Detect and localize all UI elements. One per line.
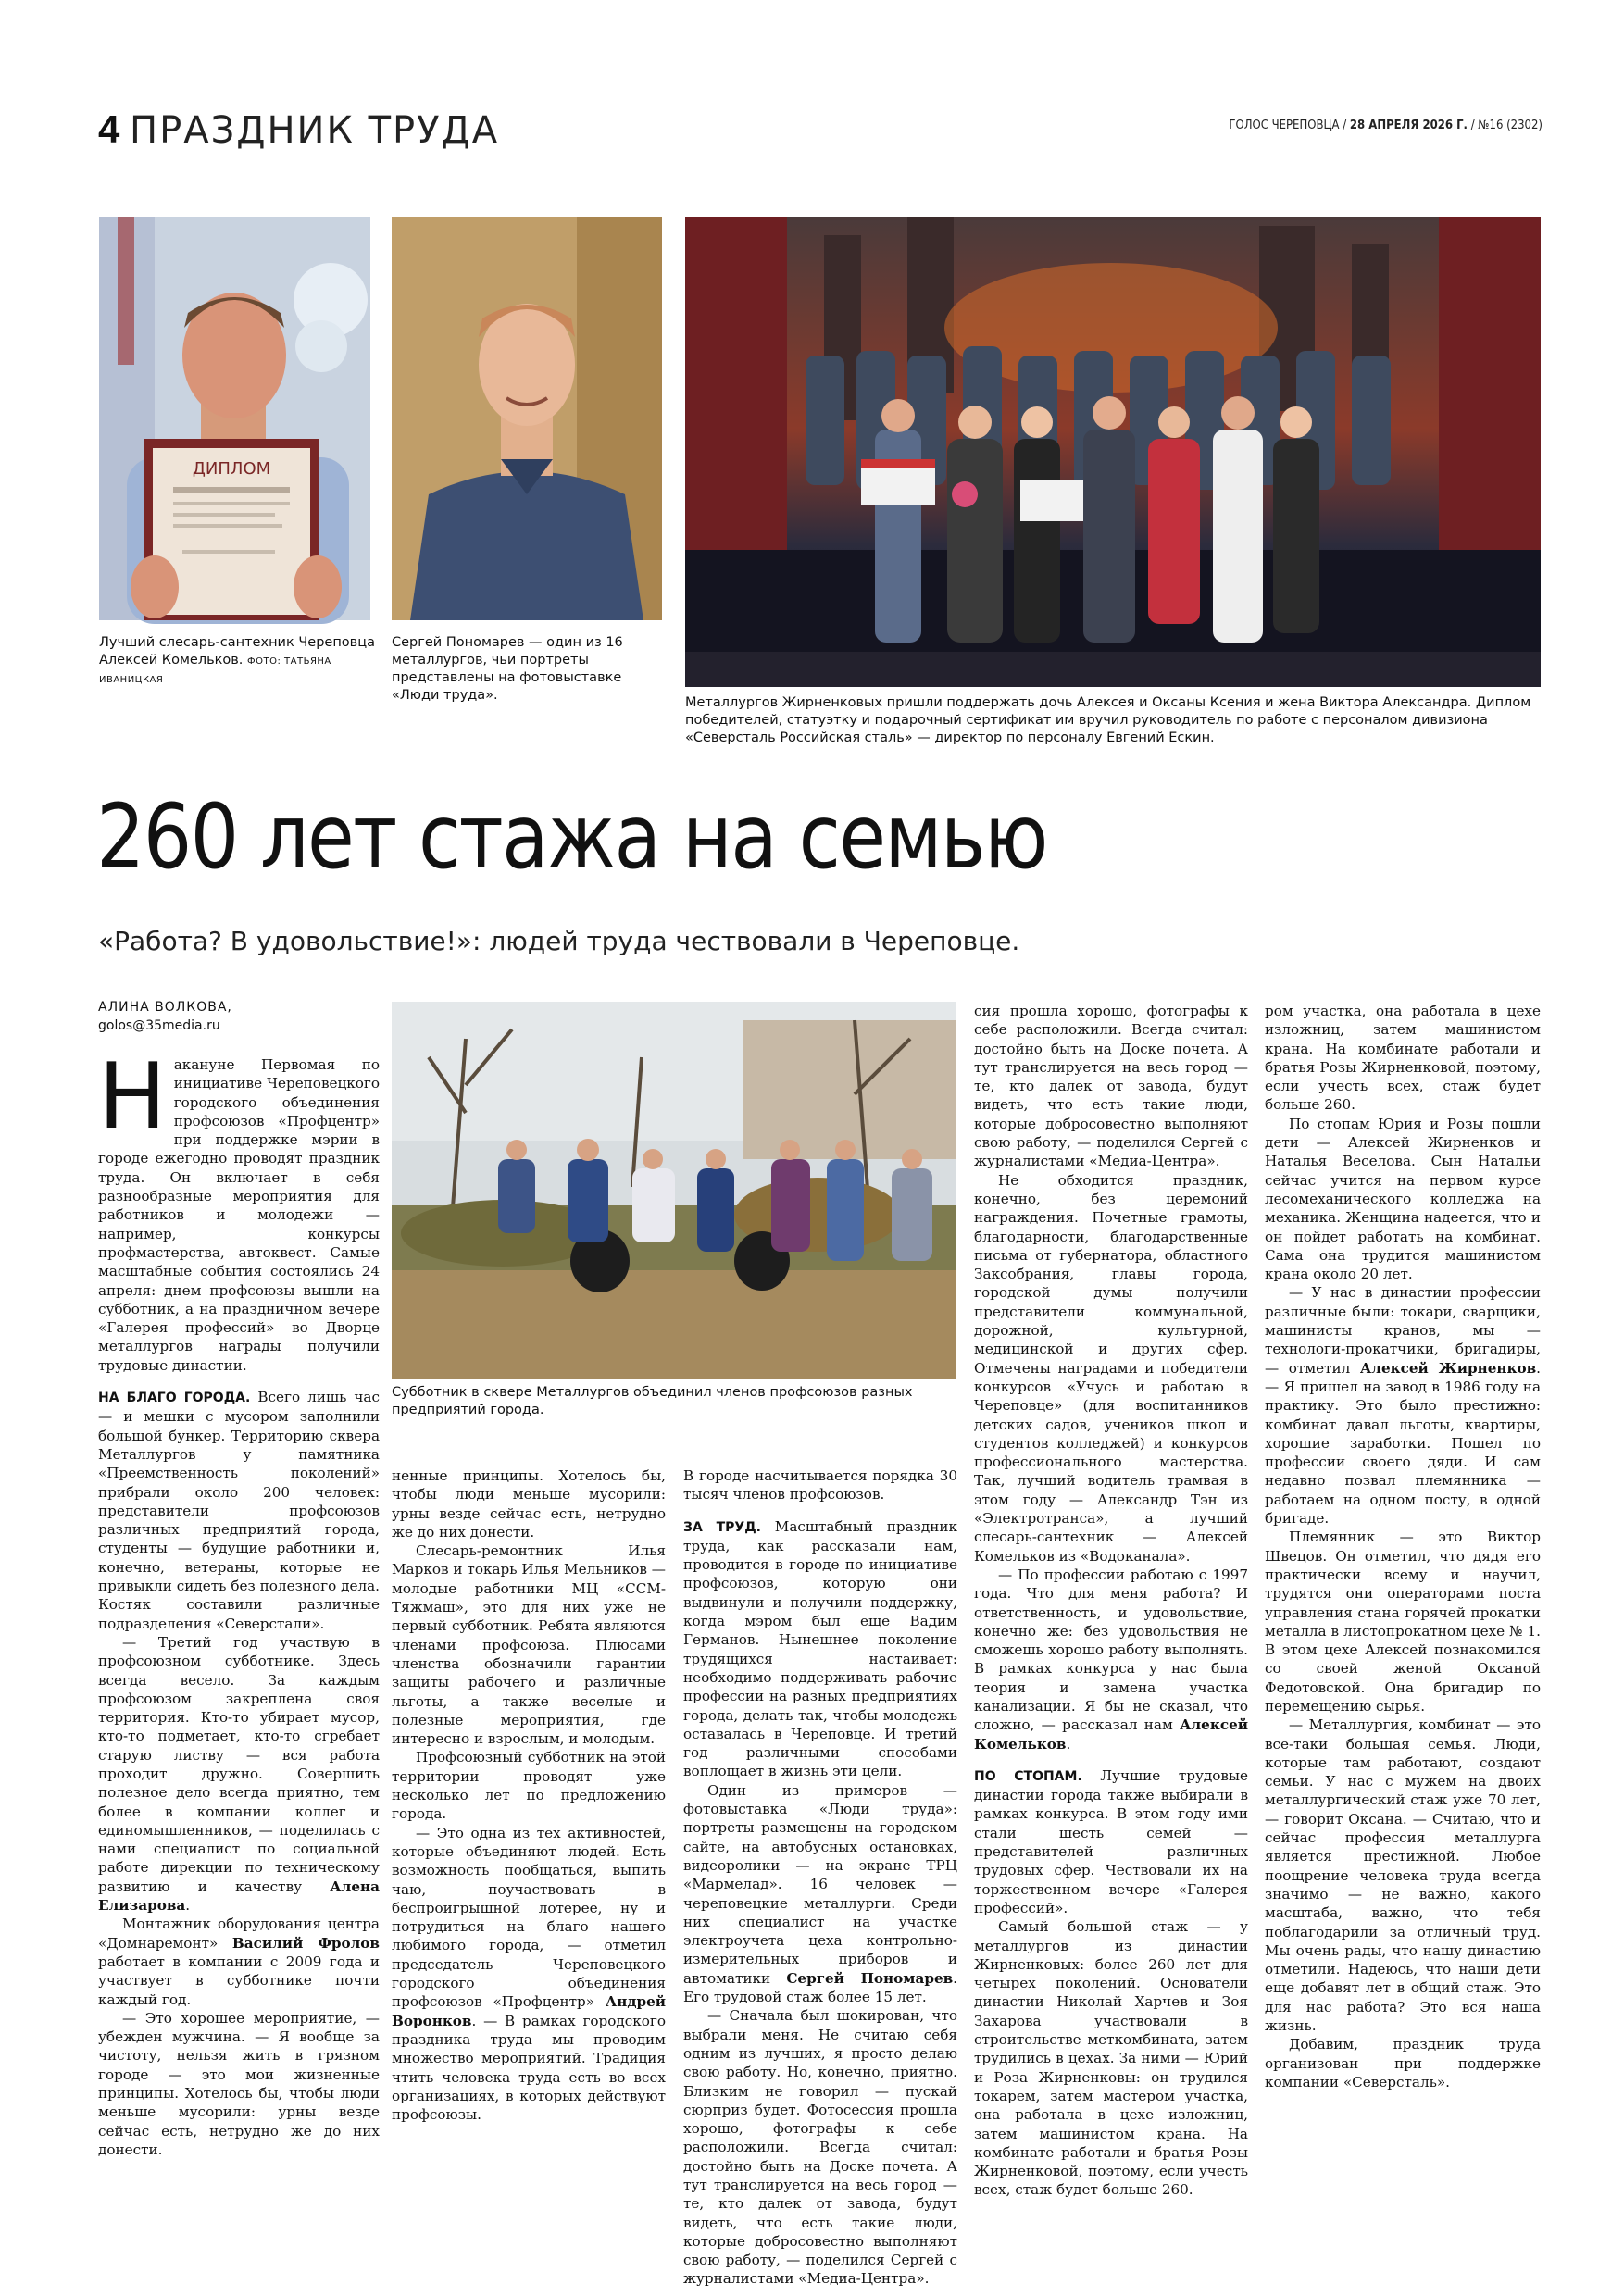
paragraph: ПО СТОПАМ. Лучшие трудовые династии города также выбирали в рамках конкурса. В этом году ими стали шесть семей — представителей различных трудовых сфер. Чествовали их на торжественном вечере «Галерея профессий». — [974, 1766, 1248, 1916]
paragraph: Племянник — это Виктор Швецов. Он отметил, что дядя его практически всему и научил, трудятся они операторами поста управления стана горячей прокатки металла в листопрокатном цехе № 1. В этом цехе Алексей познакомился со своей женой Оксаной Федотовской. Она бригадир по перемещению сырья. — [1265, 1529, 1541, 1715]
photo-komelkov-image — [99, 217, 370, 620]
issue-number: / №16 (2302) — [1467, 119, 1543, 132]
article-column-2 — [392, 1466, 666, 2170]
paragraph: Один из примеров — фотовыставка «Люди труда»: портреты размещены на городском сайте, на автобусных остановках, видеоролики — на экране ТРЦ «Мармелад». 16 человек — череповецкие металлурги. Среди них специалист на участке электроучета цеха контрольно-измерительных приборов и автоматики Сергей Пономарев. Его трудовой стаж более 15 лет. — [683, 1781, 957, 2006]
photo-stage-image — [685, 217, 1541, 687]
photo-stage-award — [685, 217, 1541, 687]
person-name: Василий Фролов — [231, 1934, 380, 1952]
photo-komelkov — [99, 217, 370, 620]
dropcap: Н — [98, 1044, 167, 1150]
author-email[interactable]: golos@35media.ru — [98, 1018, 220, 1033]
paragraph: В городе насчитывается порядка 30 тысяч членов профсоюзов. — [683, 1467, 957, 1504]
caption-text: Лучший слесарь-сантехник Череповца Алексей Комельков. — [99, 635, 375, 668]
issue-date: 28 АПРЕЛЯ 2026 Г. — [1349, 119, 1468, 132]
subheading-na-blago: НА БЛАГО ГОРОДА. — [98, 1391, 251, 1406]
photo-stage-caption: Металлургов Жирненковых пришли поддержать дочь Алексея и Оксаны Ксения и жена Виктора Александра. Диплом победителей, статуэтку и подарочный сертификат им вручил руководитель по работе с персоналом дивизиона «Северсталь Российская сталь» — директор по персоналу Евгений Ескин. — [685, 695, 1531, 745]
headline: 260 лет стажа на семью — [96, 785, 1047, 889]
photo-credit: ФОТО: ТАТЬЯНА ИВАНИЦКАЯ — [99, 656, 331, 685]
photo-subbotnik — [392, 1002, 956, 1379]
article-column-3 — [683, 1466, 957, 2288]
paragraph: — Это одна из тех активностей, которые объединяют людей. Есть возможность пообщаться, выпить чаю, поучаствовать в беспроигрышной лотерее, ну и потрудиться на благо нашего любимого города, — отметил председатель Череповецкого городского объединения профсоюзов «Профцентр» Андрей Воронков. — В рамках городского праздника труда мы проводим множество мероприятий. Традиция чтить человека труда есть во всех организациях, в которых действуют профсоюзы. — [392, 1824, 666, 2124]
paragraph: НА БЛАГО ГОРОДА. Всего лишь час — и мешки с мусором заполнили большой бункер. Территорию сквера Металлургов у памятника «Преемственность поколений» прибрали около 200 человек: представители профсоюзов различных предприятий города, студенты — будущие работники и, конечно, ветераны, которые не привыкли сидеть без полезного дела. Костяк составили различные подразделения «Северстали». — [98, 1389, 380, 1632]
newspaper-name: ГОЛОС ЧЕРЕПОВЦА / — [1229, 119, 1350, 132]
deck: «Работа? В удовольствие!»: людей труда чествовали в Череповце. — [98, 926, 1020, 956]
photo-ponomarev — [392, 217, 662, 620]
paragraph: сия прошла хорошо, фотографы к себе расположили. Всегда считал: достойно быть на Доске почета. А тут транслируется на весь город — те, кто далек от завода, будут видеть, что есть такие люди, которые добросовестно выполняют свою работу, — поделился Сергей с журналистами «Медиа-Центра». — [974, 1003, 1248, 1170]
paragraph: ненные принципы. Хотелось бы, чтобы люди меньше мусорили: урны везде сейчас есть, нетрудно же до них донести. — [392, 1467, 666, 1541]
person-name: Алена Елизарова — [98, 1878, 380, 1915]
paragraph: — Металлургия, комбинат — это все-таки большая семья. Люди, которые там работают, создают семьи. У нас с мужем на двоих металлургический стаж уже 70 лет, — говорит Оксана. — Считаю, что и сейчас профессия металлурга является престижной. Любое поощрение человека труда всегда значимо — не важно, какого масштаба, важно, что тебя поблагодарили за отличный труд. Мы очень рады, что нашу династию отметили. Надеюсь, что наши дети еще добавят лет в общий стаж. Это для нас работа? Это вся наша жизнь. — [1265, 1716, 1541, 2035]
paragraph: — Сначала был шокирован, что выбрали меня. Не считаю себя одним из лучших, я просто делаю свою работу. Но, конечно, приятно. Близким не говорил — пускай сюрприз будет. Фотосессия прошла хорошо, фотографы к себе расположили. Всегда считал: достойно быть на Доске почета. А тут транслируется на весь город — те, кто далек от завода, будут видеть, что есть такие люди, которые добросовестно выполняют свою работу, — поделился Сергей с журналистами «Медиа-Центра». — [683, 2007, 957, 2288]
paragraph: Самый большой стаж — у металлургов из династии Жирненковых: более 260 лет для четырех поколений. Основатели династии Николай Харчев и Зоя Захарова участвовали в строительстве меткомбината, затем трудились в цехах. За ними — Юрий и Роза Жирненковы: он трудился токарем, затем мастером участка, она работала в цехе изложниц, затем машинистом крана. На комбинате работали и братья Розы Жирненковой, поэтому, если учесть всех, стаж будет больше 260. — [974, 1918, 1248, 2199]
section-title: ПРАЗДНИК ТРУДА — [130, 109, 500, 152]
person-name: Алексей Комельков — [974, 1716, 1248, 1753]
photo-subbotnik-image — [392, 1002, 956, 1379]
byline — [98, 998, 232, 1035]
article-column-1 — [98, 1044, 380, 2158]
person-name: Андрей Воронков — [392, 1993, 666, 2029]
photo-ponomarev-caption: Сергей Пономарев — один из 16 металлургов, чьи портреты представлены на фотовыставке «Люди труда». — [392, 635, 623, 703]
paragraph: ром участка, она работала в цехе изложниц, затем машинистом крана. На комбинате работали и братья Розы Жирненковой, поэтому, если учесть всех, стаж будет больше 260. — [1265, 1003, 1541, 1114]
paragraph: — У нас в династии профессии различные были: токари, сварщики, машинисты кранов, мы — технологи-прокатчики, бригадиры, — отметил Алексей Жирненков. — Я пришел на завод в 1986 году на практику. Это было престижно: комбинат давал льготы, квартиры, хорошие заработки. Пошел по профессии своего дяди. И сам недавно позвал племянника — работаем на одном посту, в одной бригаде. — [1265, 1284, 1541, 1528]
photo-ponomarev-image — [392, 217, 662, 620]
paragraph: ЗА ТРУД. Масштабный праздник труда, как рассказали нам, проводится в городе по инициативе профсоюзов, которую они выдвинули и получили поддержку, когда мэром был еще Вадим Германов. Нынешнее поколение трудящихся настаивает: необходимо поддерживать рабочие профессии на разных предприятиях города, делать так, чтобы молодежь оставалась в Череповце. И третий год различными способами воплощает в жизнь эти цели. — [683, 1517, 957, 1780]
paragraph: — Третий год участвую в профсоюзном субботнике. Здесь всегда весело. За каждым профсоюзом закреплена своя территория. Кто-то убирает мусор, кто-то подметает, кто-то сгребает старую листву — вся работа проходит дружно. Совершить полезное дело всегда приятно, тем более в компании коллег и единомышленников, — поделилась с нами специалист по социальной работе дирекции по техническому развитию и качеству Алена Елизарова. — [98, 1633, 380, 1915]
person-name: Алексей Жирненков — [1359, 1359, 1537, 1377]
diploma-label: ДИПЛОМ — [192, 459, 271, 479]
subheading-po-stopam: ПО СТОПАМ. — [974, 1768, 1082, 1784]
subheading-za-trud: ЗА ТРУД. — [683, 1519, 761, 1535]
paragraph: — Это хорошее мероприятие, — убежден мужчина. — Я вообще за чистоту, нельзя жить в грязном городе — это мои жизненные принципы. Хотелось бы, чтобы люди меньше мусорили: урны везде сейчас есть, нетрудно же до них донести. — [98, 2009, 380, 2158]
paragraph: Не обходится праздник, конечно, без церемоний награждения. Почетные грамоты, благодарности, благодарственные письма от губернатора, областного Заксобрания, главы города, городской думы получили представители коммунальной, дорожной, культурной, медицинской и других сфер. Отмечены наградами и победители конкурсов «Учусь и работаю в Череповце» (для воспитанников детских садов, учеников школ и студентов колледжей) и конкурсов профессионального мастерства. Так, лучший водитель трамвая в этом году — Александр Тэн из «Электротранса», а лучший слесарь-сантехник — Алексей Комельков из «Водоканала». — [974, 1171, 1248, 1565]
article-column-4 — [974, 1002, 1248, 2199]
photo-subbotnik-caption: Субботник в сквере Металлургов объединил членов профсоюзов разных предприятий города. — [392, 1385, 913, 1417]
paragraph: Слесарь-ремонтник Илья Марков и токарь Илья Мельников — молодые работники МЦ «ССМ-Тяжмаш», это для них уже не первый субботник. Ребята являются членами профсоюза. Плюсами членства обозначили гарантии защиты рабочего и различные льготы, а также веселые и полезные мероприятия, где интересно и взрослым, и молодым. — [392, 1542, 666, 1748]
photo-komelkov-caption — [99, 634, 377, 689]
person-name: Сергей Пономарев — [786, 1969, 954, 1987]
article-intro: Накануне Первомая по инициативе Череповецкого городского объединения профсоюзов «Профцентр» при поддержке мэрии в городе ежегодно проводят праздник труда. Он включает в себя разнообразные мероприятия для работников и молодежи — например, конкурсы профмастерства, автоквест. Самые масштабные события состоялись 24 апреля: днем профсоюзы вышли на субботник, а на праздничном вечере «Галерея профессий» во Дворце металлургов награды получили трудовые династии. — [98, 1044, 380, 1374]
paragraph: Монтажник оборудования центра «Домнаремонт» Василий Фролов работает в компании с 2009 года и участвует в субботнике почти каждый год. — [98, 1915, 380, 2008]
author-name: АЛИНА ВОЛКОВА, — [98, 1000, 232, 1015]
paragraph: Добавим, праздник труда организован при поддержке компании «Северсталь». — [1265, 2036, 1541, 2090]
paragraph: По стопам Юрия и Розы пошли дети — Алексей Жирненков и Наталья Веселова. Сын Натальи сейчас учится на первом курсе лесомеханического колледжа на механика. Женщина надеется, что и он пойдет работать на комбинат. Сама она трудится машинистом крана около 20 лет. — [1265, 1115, 1541, 1283]
article-column-5 — [1265, 1002, 1541, 2170]
masthead — [1229, 119, 1543, 132]
page-number: 4 — [98, 107, 120, 151]
paragraph: — По профессии работаю с 1997 года. Что для меня работа? И ответственность, и удовольствие, конечно же: без удовольствия не сможешь хорошо работу выполнять. В рамках конкурса у нас была теория и замена участка канализации. Я бы не сказал, что сложно, — рассказал нам Алексей Комельков. — [974, 1566, 1248, 1753]
paragraph: Профсоюзный субботник на этой территории проводят уже несколько лет по предложению города. — [392, 1749, 666, 1823]
